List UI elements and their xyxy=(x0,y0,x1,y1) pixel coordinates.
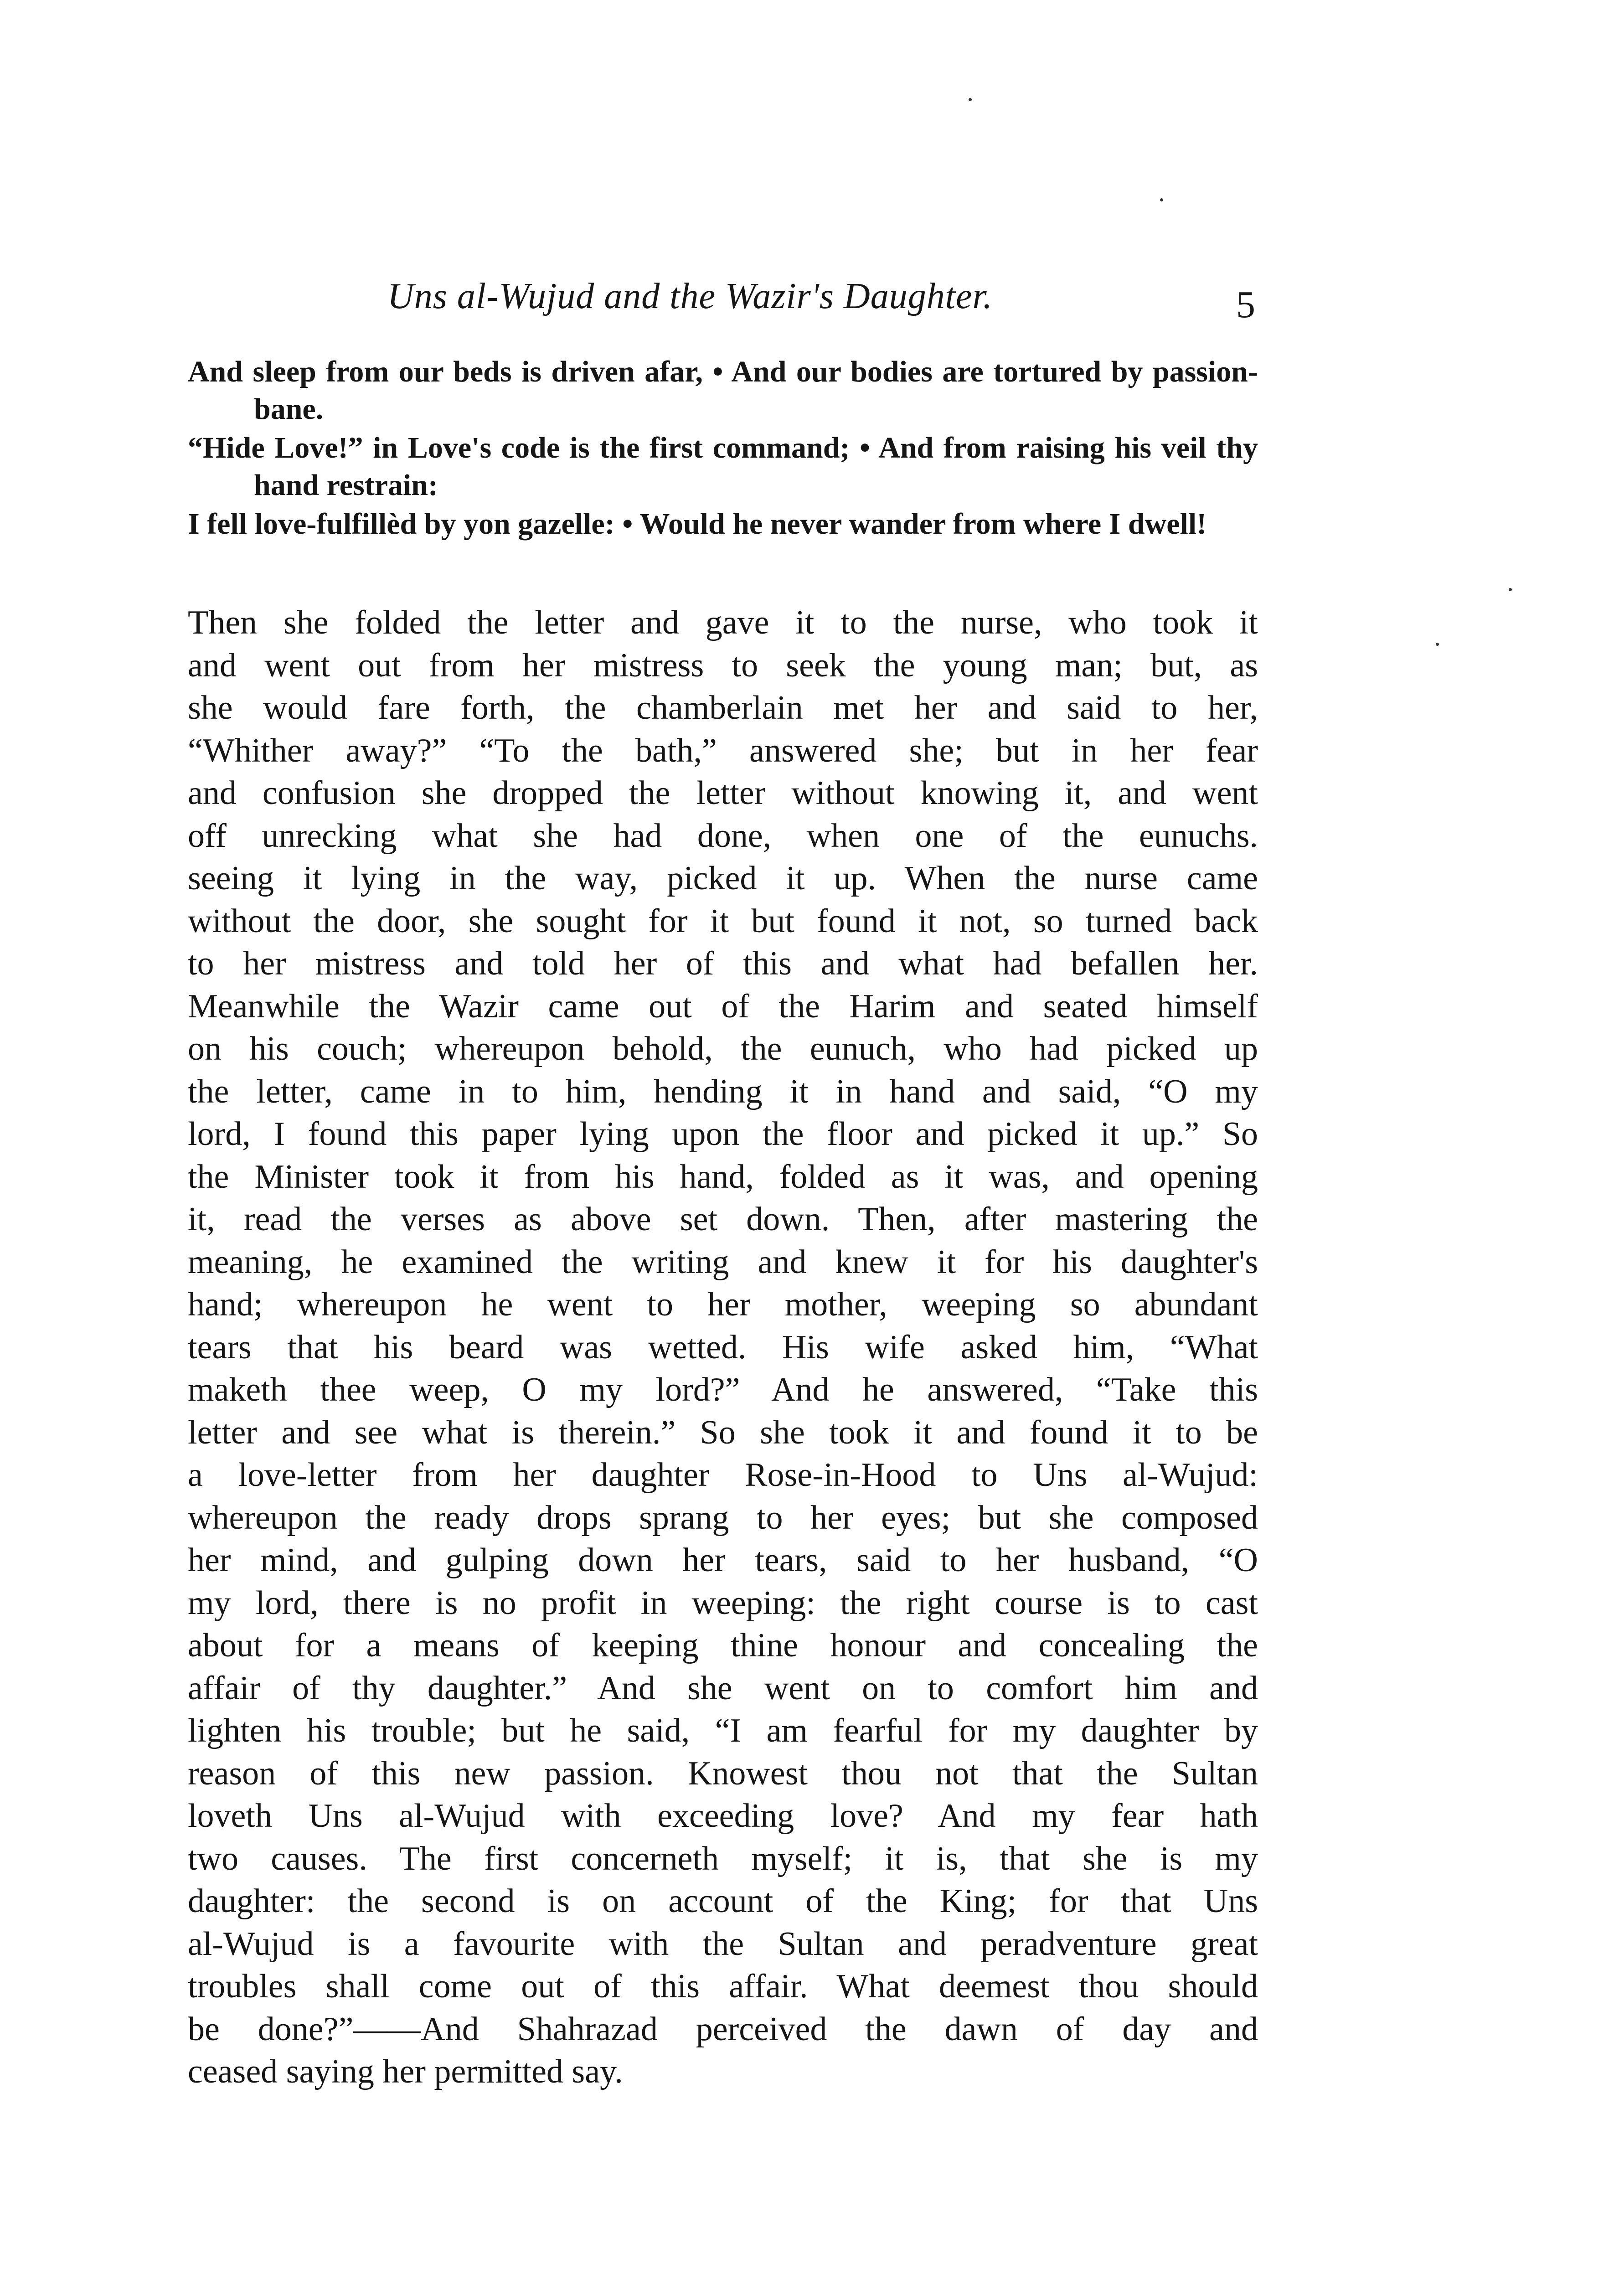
verse-couplet: I fell love-fulfillèd by yon gazelle: • Would he never wander from where I dwell! xyxy=(188,507,1207,541)
text-line: her mind, and gulping down her tears, said to her husband, “O xyxy=(188,1542,1258,1579)
text-line: hand; whereupon he went to her mother, weeping so abundant xyxy=(188,1286,1258,1323)
text-line: be done?”——And Shahrazad perceived the dawn of day and xyxy=(188,2010,1258,2048)
text-line: my lord, there is no profit in weeping: the right course is to cast xyxy=(188,1584,1258,1622)
scan-speck xyxy=(1436,643,1439,646)
text-line: “Whither away?” “To the bath,” answered she; but in her fear xyxy=(188,732,1258,769)
text-line: seeing it lying in the way, picked it up. When the nurse came xyxy=(188,860,1258,897)
text-line: reason of this new passion. Knowest thou not that the Sultan xyxy=(188,1754,1258,1792)
text-line: Meanwhile the Wazir came out of the Harim and seated himself xyxy=(188,987,1258,1025)
text-line: and confusion she dropped the letter without knowing it, and went xyxy=(188,774,1258,812)
text-line: it, read the verses as above set down. Then, after mastering the xyxy=(188,1201,1258,1238)
text-line: a love-letter from her daughter Rose-in-Hood to Uns al-Wujud: xyxy=(188,1456,1258,1494)
verse-block xyxy=(188,353,1258,544)
text-line: maketh thee weep, O my lord?” And he answered, “Take this xyxy=(188,1371,1258,1408)
text-line: affair of thy daughter.” And she went on to comfort him and xyxy=(188,1669,1258,1707)
text-line: troubles shall come out of this affair. What deemest thou should xyxy=(188,1968,1258,2005)
text-line: the Minister took it from his hand, folded as it was, and opening xyxy=(188,1158,1258,1196)
text-line: meaning, he examined the writing and knew it for his daughter's xyxy=(188,1243,1258,1281)
verse-couplet: And sleep from our beds is driven afar, • And our bodies are tortured by passion-bane. xyxy=(188,355,1258,426)
prose-paragraph xyxy=(188,602,1258,2093)
text-line: Then she folded the letter and gave it to the nurse, who took it xyxy=(188,604,1258,641)
text-line: about for a means of keeping thine honour and concealing the xyxy=(188,1627,1258,1664)
text-line: loveth Uns al-Wujud with exceeding love? And my fear hath xyxy=(188,1797,1258,1835)
text-line: al-Wujud is a favourite with the Sultan and peradventure great xyxy=(188,1925,1258,1963)
text-line: daughter: the second is on account of the King; for that Uns xyxy=(188,1882,1258,1920)
text-line: she would fare forth, the chamberlain met her and said to her, xyxy=(188,689,1258,727)
text-line: and went out from her mistress to seek the young man; but, as xyxy=(188,646,1258,684)
text-line: whereupon the ready drops sprang to her eyes; but she composed xyxy=(188,1499,1258,1537)
text-line: tears that his beard was wetted. His wife asked him, “What xyxy=(188,1328,1258,1366)
text-line: on his couch; whereupon behold, the eunuch, who had picked up xyxy=(188,1030,1258,1067)
text-line: off unrecking what she had done, when one of the eunuchs. xyxy=(188,817,1258,855)
verse-couplet: “Hide Love!” in Love's code is the first command; • And from raising his veil thy hand restrain: xyxy=(188,431,1258,502)
scan-speck xyxy=(1160,198,1163,201)
text-line: lord, I found this paper lying upon the floor and picked it up.” So xyxy=(188,1115,1258,1153)
scan-speck xyxy=(1509,588,1512,591)
text-line: lighten his trouble; but he said, “I am fearful for my daughter by xyxy=(188,1712,1258,1749)
text-line: the letter, came in to him, hending it in hand and said, “O my xyxy=(188,1072,1258,1110)
text-line: without the door, she sought for it but found it not, so turned back xyxy=(188,902,1258,940)
scan-speck xyxy=(969,98,972,101)
text-line: to her mistress and told her of this and what had befallen her. xyxy=(188,945,1258,982)
text-line: ceased saying her permitted say. xyxy=(188,2053,623,2090)
text-line: two causes. The first concerneth myself; it is, that she is my xyxy=(188,1840,1258,1877)
page-number: 5 xyxy=(1236,284,1255,326)
running-title: Uns al-Wujud and the Wazir's Daughter. xyxy=(387,276,993,316)
text-line: letter and see what is therein.” So she took it and found it to be xyxy=(188,1413,1258,1451)
